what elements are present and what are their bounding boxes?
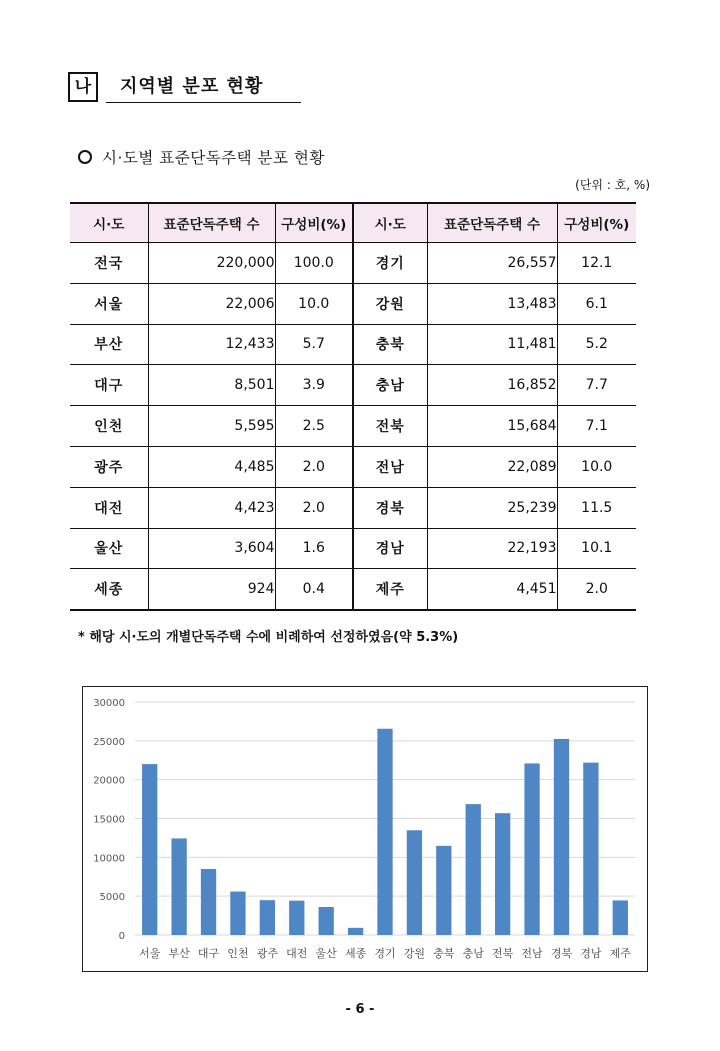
bar <box>436 846 451 935</box>
x-tick-label: 대전 <box>286 947 308 960</box>
ratio-cell: 10.0 <box>275 283 353 324</box>
ratio-cell: 10.0 <box>557 446 636 487</box>
region-cell: 광주 <box>70 446 148 487</box>
y-tick-label: 5000 <box>99 892 125 904</box>
count-cell: 12,433 <box>148 324 275 365</box>
region-cell: 전북 <box>353 406 427 447</box>
y-tick-label: 10000 <box>93 853 125 865</box>
bar <box>201 869 216 935</box>
count-cell: 22,006 <box>148 283 275 324</box>
x-tick-label: 충남 <box>462 947 484 960</box>
header-ratio-left: 구성비(%) <box>275 203 353 243</box>
y-tick-label: 20000 <box>93 775 125 787</box>
count-cell: 4,451 <box>427 569 557 610</box>
page-number: - 6 - <box>345 1002 375 1017</box>
region-cell: 경기 <box>353 243 427 284</box>
count-cell: 22,193 <box>427 528 557 569</box>
ratio-cell: 2.0 <box>275 487 353 528</box>
region-cell: 부산 <box>70 324 148 365</box>
region-cell: 대구 <box>70 365 148 406</box>
ratio-cell: 2.5 <box>275 406 353 447</box>
count-cell: 924 <box>148 569 275 610</box>
table-row <box>70 569 636 610</box>
table-header-row <box>70 203 636 243</box>
header-region-left: 시·도 <box>70 203 148 243</box>
count-cell: 3,604 <box>148 528 275 569</box>
count-cell: 5,595 <box>148 406 275 447</box>
region-cell: 전남 <box>353 446 427 487</box>
x-tick-label: 광주 <box>256 947 278 960</box>
region-cell: 경남 <box>353 528 427 569</box>
region-cell: 강원 <box>353 283 427 324</box>
distribution-table <box>70 202 636 611</box>
count-cell: 16,852 <box>427 365 557 406</box>
table-row <box>70 243 636 284</box>
x-tick-label: 울산 <box>315 947 337 960</box>
section-marker: 나 <box>68 72 98 102</box>
ratio-cell: 2.0 <box>275 446 353 487</box>
y-tick-label: 30000 <box>93 698 125 709</box>
bar <box>524 763 539 935</box>
table-row <box>70 283 636 324</box>
bar <box>260 900 275 935</box>
header-count-left: 표준단독주택 수 <box>148 203 275 243</box>
table-row <box>70 324 636 365</box>
ratio-cell: 3.9 <box>275 365 353 406</box>
table-row <box>70 487 636 528</box>
ratio-cell: 11.5 <box>557 487 636 528</box>
region-cell: 경북 <box>353 487 427 528</box>
y-tick-label: 0 <box>118 931 125 942</box>
region-cell: 울산 <box>70 528 148 569</box>
count-cell: 8,501 <box>148 365 275 406</box>
x-tick-label: 전북 <box>492 947 514 960</box>
bar-chart <box>82 686 648 972</box>
footnote: * 해당 시·도의 개별단독주택 수에 비례하여 선정하였음(약 5.3%) <box>78 630 459 645</box>
region-cell: 충북 <box>353 324 427 365</box>
count-cell: 26,557 <box>427 243 557 284</box>
header-ratio-right: 구성비(%) <box>557 203 636 243</box>
count-cell: 15,684 <box>427 406 557 447</box>
count-cell: 4,485 <box>148 446 275 487</box>
table-row <box>70 528 636 569</box>
x-tick-label: 경남 <box>580 947 602 960</box>
table-row <box>70 446 636 487</box>
region-cell: 서울 <box>70 283 148 324</box>
bar <box>319 907 334 935</box>
x-tick-label: 제주 <box>609 947 631 960</box>
bar <box>613 900 628 935</box>
ratio-cell: 1.6 <box>275 528 353 569</box>
ratio-cell: 0.4 <box>275 569 353 610</box>
x-tick-label: 부산 <box>168 947 190 960</box>
ratio-cell: 5.7 <box>275 324 353 365</box>
bar <box>583 763 598 935</box>
bar <box>289 901 304 935</box>
subheading <box>78 146 325 168</box>
header-region-right: 시·도 <box>353 203 427 243</box>
unit-label: (단위 : 호, %) <box>575 178 650 192</box>
bar <box>348 928 363 935</box>
ratio-cell: 7.1 <box>557 406 636 447</box>
ratio-cell: 100.0 <box>275 243 353 284</box>
region-cell: 대전 <box>70 487 148 528</box>
region-cell: 제주 <box>353 569 427 610</box>
ratio-cell: 6.1 <box>557 283 636 324</box>
bar-chart-svg <box>83 687 647 971</box>
bar <box>407 830 422 935</box>
region-cell: 인천 <box>70 406 148 447</box>
region-cell: 세종 <box>70 569 148 610</box>
x-tick-label: 대구 <box>197 947 220 960</box>
y-tick-label: 25000 <box>93 736 125 748</box>
bar <box>230 892 245 935</box>
x-tick-label: 서울 <box>139 947 161 960</box>
section-title: 지역별 분포 현황 <box>106 75 301 103</box>
ratio-cell: 7.7 <box>557 365 636 406</box>
count-cell: 220,000 <box>148 243 275 284</box>
header-count-right: 표준단독주택 수 <box>427 203 557 243</box>
count-cell: 11,481 <box>427 324 557 365</box>
table-row <box>70 406 636 447</box>
bar <box>466 804 481 935</box>
x-tick-label: 경기 <box>374 947 396 960</box>
circle-bullet-icon <box>78 150 92 164</box>
subheading-text: 시·도별 표준단독주택 분포 현황 <box>102 149 325 167</box>
ratio-cell: 2.0 <box>557 569 636 610</box>
region-cell: 전국 <box>70 243 148 284</box>
x-tick-label: 세종 <box>344 947 367 960</box>
ratio-cell: 10.1 <box>557 528 636 569</box>
x-tick-label: 충북 <box>433 947 455 960</box>
x-tick-label: 전남 <box>521 947 543 960</box>
ratio-cell: 12.1 <box>557 243 636 284</box>
count-cell: 4,423 <box>148 487 275 528</box>
count-cell: 13,483 <box>427 283 557 324</box>
bar <box>142 764 157 935</box>
table-row <box>70 365 636 406</box>
x-tick-label: 강원 <box>403 947 426 960</box>
count-cell: 22,089 <box>427 446 557 487</box>
x-tick-label: 인천 <box>227 947 249 960</box>
y-tick-label: 15000 <box>93 814 125 826</box>
count-cell: 25,239 <box>427 487 557 528</box>
bar <box>377 729 392 935</box>
bar <box>495 813 510 935</box>
ratio-cell: 5.2 <box>557 324 636 365</box>
bar <box>171 838 186 935</box>
x-tick-label: 경북 <box>550 947 573 960</box>
region-cell: 충남 <box>353 365 427 406</box>
bar <box>554 739 569 935</box>
